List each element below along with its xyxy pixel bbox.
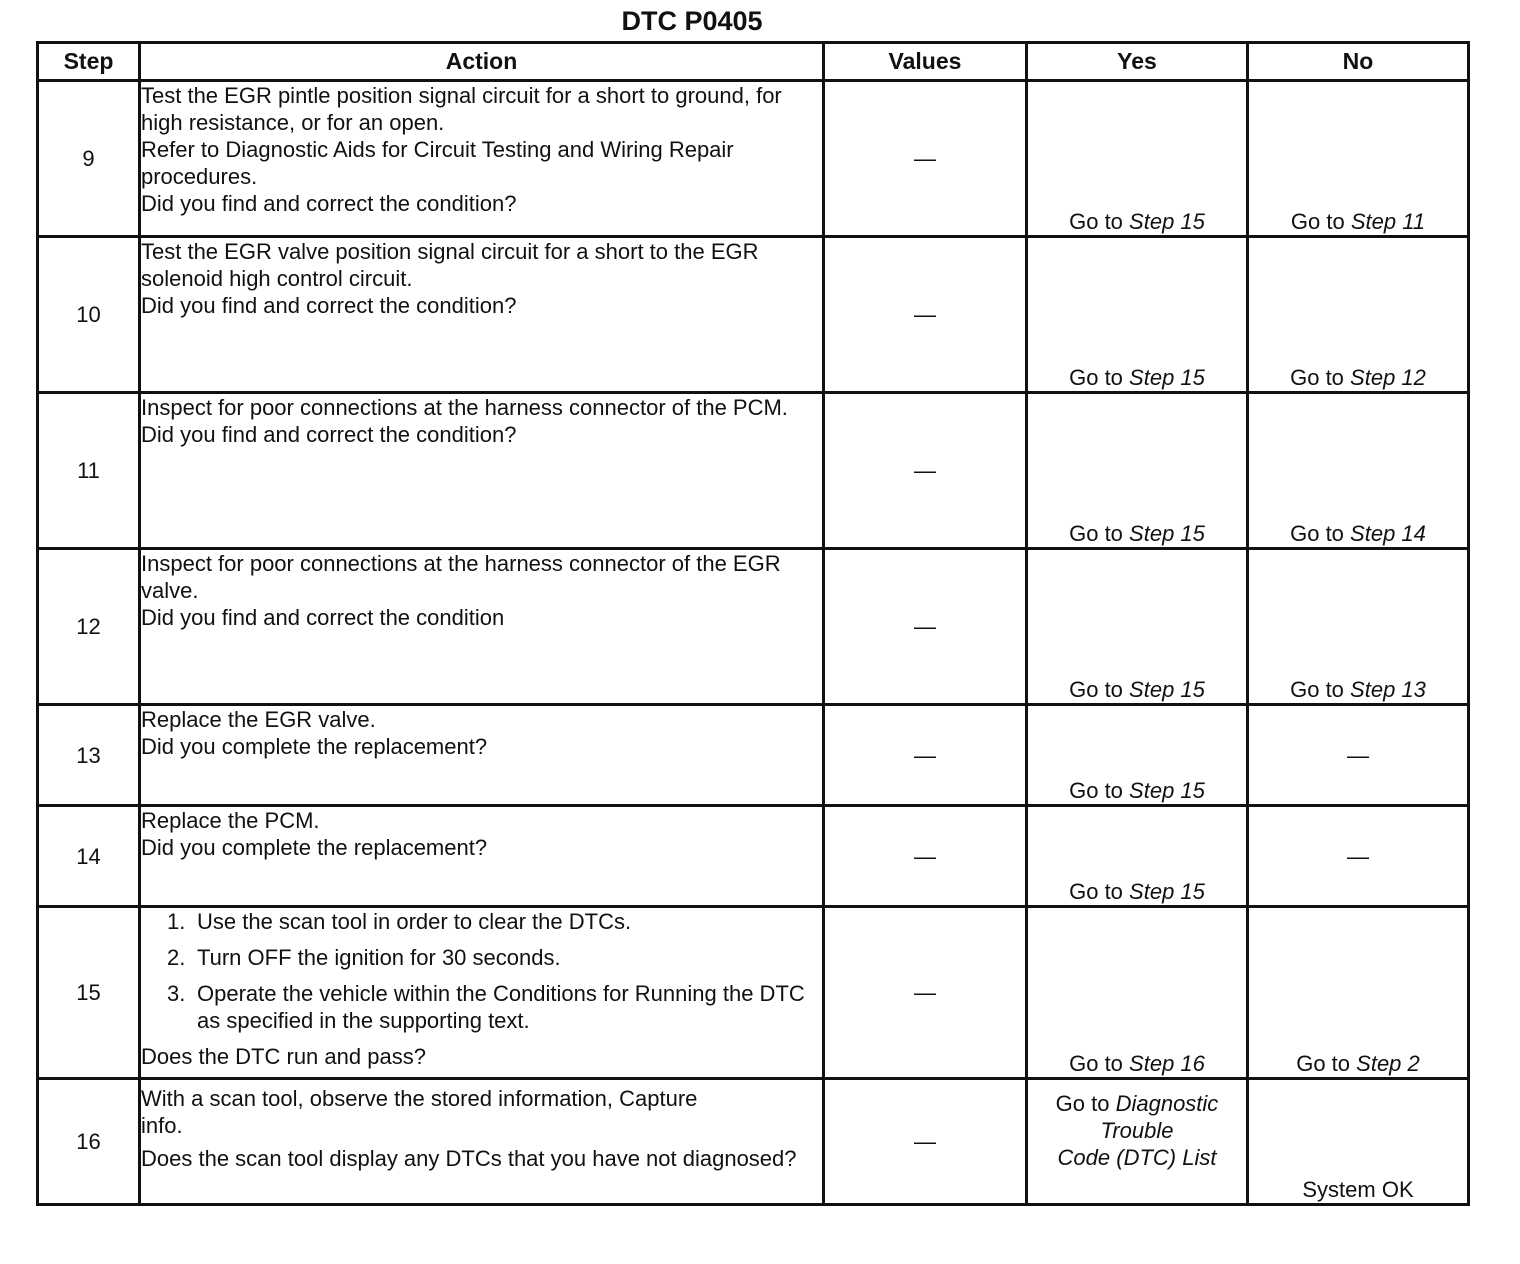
action-cell bbox=[140, 806, 824, 907]
list-number: 2. bbox=[167, 945, 186, 970]
action-cell bbox=[140, 393, 824, 549]
table-row bbox=[38, 705, 1469, 806]
action-question: Does the DTC run and pass? bbox=[141, 1044, 426, 1069]
yes-step: Step 15 bbox=[1129, 365, 1205, 390]
goto-prefix: Go to bbox=[1069, 677, 1123, 702]
no-step: Step 14 bbox=[1350, 521, 1426, 546]
goto-prefix: Go to bbox=[1296, 1051, 1351, 1076]
table-row bbox=[38, 806, 1469, 907]
action-cell bbox=[140, 705, 824, 806]
list-text: Use the scan tool in order to clear the DTCs. bbox=[197, 909, 632, 934]
value-cell: — bbox=[824, 705, 1027, 806]
yes-step: Step 15 bbox=[1129, 209, 1205, 234]
action-text: Inspect for poor connections at the harness connector of the EGR valve. bbox=[141, 551, 781, 603]
action-text: With a scan tool, observe the stored information, Capture info. bbox=[141, 1086, 698, 1138]
step-number: 16 bbox=[38, 1079, 140, 1205]
list-item bbox=[167, 908, 822, 935]
yes-step: Step 15 bbox=[1129, 778, 1205, 803]
value-cell: — bbox=[824, 237, 1027, 393]
no-cell bbox=[1248, 393, 1469, 549]
no-cell: System OK bbox=[1248, 1079, 1469, 1205]
goto-prefix: Go to bbox=[1069, 1051, 1123, 1076]
header-action: Action bbox=[140, 43, 824, 81]
page-title: DTC P0405 bbox=[621, 6, 763, 36]
action-question: Does the scan tool display any DTCs that you have not diagnosed? bbox=[141, 1146, 797, 1171]
goto-prefix: Go to bbox=[1069, 209, 1123, 234]
no-step: Step 12 bbox=[1350, 365, 1426, 390]
action-cell bbox=[140, 1079, 824, 1205]
yes-line: Trouble bbox=[1100, 1118, 1174, 1143]
yes-step: Step 15 bbox=[1129, 677, 1205, 702]
action-text: Replace the PCM. bbox=[141, 808, 320, 833]
action-cell bbox=[140, 81, 824, 237]
goto-prefix: Go to bbox=[1290, 677, 1344, 702]
step-number: 9 bbox=[38, 81, 140, 237]
goto-prefix: Go to bbox=[1069, 365, 1123, 390]
table-row bbox=[38, 907, 1469, 1079]
yes-cell bbox=[1027, 907, 1248, 1079]
yes-step: Step 15 bbox=[1129, 879, 1205, 904]
yes-line bbox=[1028, 1090, 1246, 1117]
yes-step: Step 16 bbox=[1129, 1051, 1205, 1076]
action-text: Inspect for poor connections at the harness connector of the PCM. bbox=[141, 395, 788, 420]
header-step: Step bbox=[38, 43, 140, 81]
no-step: Step 2 bbox=[1356, 1051, 1420, 1076]
goto-prefix: Go to bbox=[1069, 521, 1123, 546]
no-cell bbox=[1248, 81, 1469, 237]
yes-line: Code (DTC) List bbox=[1057, 1145, 1217, 1170]
yes-cell bbox=[1027, 81, 1248, 237]
header-no: No bbox=[1248, 43, 1469, 81]
goto-prefix: Go to bbox=[1290, 521, 1344, 546]
table-row bbox=[38, 393, 1469, 549]
value-cell: — bbox=[824, 1079, 1027, 1205]
no-step: Step 13 bbox=[1350, 677, 1426, 702]
yes-cell bbox=[1027, 1079, 1248, 1205]
yes-cell bbox=[1027, 237, 1248, 393]
value-cell: — bbox=[824, 907, 1027, 1079]
action-question: Did you find and correct the condition bbox=[141, 605, 505, 630]
yes-step: Diagnostic bbox=[1115, 1091, 1219, 1116]
action-question: Did you find and correct the condition? bbox=[141, 191, 517, 216]
no-cell bbox=[1248, 549, 1469, 705]
list-number: 3. bbox=[167, 981, 186, 1006]
action-question: Did you find and correct the condition? bbox=[141, 293, 517, 318]
value-cell: — bbox=[824, 81, 1027, 237]
step-number: 15 bbox=[38, 907, 140, 1079]
table-row bbox=[38, 549, 1469, 705]
list-text: Turn OFF the ignition for 30 seconds. bbox=[197, 945, 561, 970]
yes-cell bbox=[1027, 393, 1248, 549]
action-cell bbox=[140, 549, 824, 705]
action-cell bbox=[140, 237, 824, 393]
list-number: 1. bbox=[167, 909, 186, 934]
goto-prefix: Go to bbox=[1290, 209, 1345, 234]
no-cell: — bbox=[1248, 705, 1469, 806]
list-text: Operate the vehicle within the Conditions for Running the DTC as specified in the supporting text. bbox=[197, 981, 805, 1033]
step-number: 13 bbox=[38, 705, 140, 806]
header-yes: Yes bbox=[1027, 43, 1248, 81]
goto-prefix: Go to bbox=[1069, 778, 1123, 803]
action-question: Did you complete the replacement? bbox=[141, 835, 488, 860]
no-cell: — bbox=[1248, 806, 1469, 907]
action-question: Did you find and correct the condition? bbox=[141, 422, 517, 447]
header-row bbox=[38, 43, 1469, 81]
table-row bbox=[38, 1079, 1469, 1205]
yes-cell bbox=[1027, 549, 1248, 705]
list-item bbox=[167, 980, 822, 1034]
value-cell: — bbox=[824, 806, 1027, 907]
goto-prefix: Go to bbox=[1069, 879, 1123, 904]
table-row bbox=[38, 81, 1469, 237]
yes-cell bbox=[1027, 705, 1248, 806]
yes-cell bbox=[1027, 806, 1248, 907]
header-values: Values bbox=[824, 43, 1027, 81]
step-number: 10 bbox=[38, 237, 140, 393]
goto-prefix: Go to bbox=[1055, 1091, 1116, 1116]
list-item bbox=[167, 944, 822, 971]
value-cell: — bbox=[824, 393, 1027, 549]
dtc-table bbox=[36, 41, 1470, 1206]
goto-prefix: Go to bbox=[1290, 365, 1344, 390]
action-text: Refer to Diagnostic Aids for Circuit Testing and Wiring Repair procedures. bbox=[141, 137, 734, 189]
no-cell bbox=[1248, 237, 1469, 393]
action-text: Replace the EGR valve. bbox=[141, 707, 376, 732]
action-text: Test the EGR pintle position signal circuit for a short to ground, for high resistance, or for an open. bbox=[141, 83, 782, 135]
yes-step: Step 15 bbox=[1129, 521, 1205, 546]
action-cell bbox=[140, 907, 824, 1079]
value-cell: — bbox=[824, 549, 1027, 705]
action-question: Did you complete the replacement? bbox=[141, 734, 488, 759]
numbered-list bbox=[141, 908, 822, 1043]
table-row bbox=[38, 237, 1469, 393]
step-number: 11 bbox=[38, 393, 140, 549]
no-step: Step 11 bbox=[1350, 209, 1426, 234]
no-cell bbox=[1248, 907, 1469, 1079]
action-text: Test the EGR valve position signal circuit for a short to the EGR solenoid high control circuit. bbox=[141, 239, 759, 291]
step-number: 12 bbox=[38, 549, 140, 705]
step-number: 14 bbox=[38, 806, 140, 907]
